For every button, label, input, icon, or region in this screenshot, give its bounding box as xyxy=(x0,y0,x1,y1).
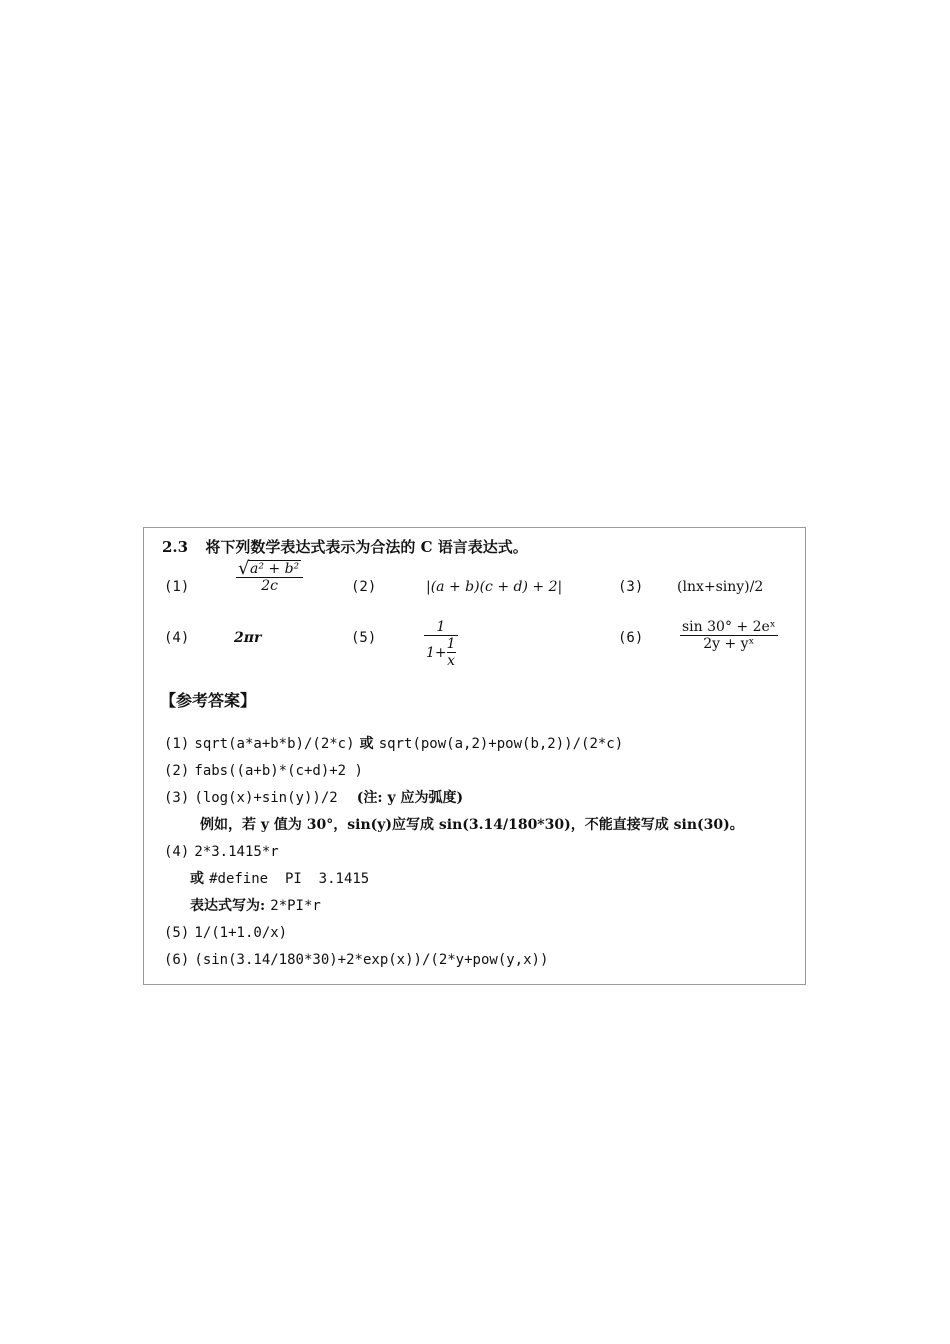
question-number: 2.3 xyxy=(162,538,189,556)
answer-4-label: (4) xyxy=(164,844,190,860)
answer-6-code: (sin(3.14/180*30)+2*exp(x))/(2*y+pow(y,x)) xyxy=(194,952,549,968)
item-2-expression: |(a + b)(c + d) + 2| xyxy=(426,579,563,595)
answer-3-note: (注: y 应为弧度) xyxy=(356,790,464,806)
question-text: 将下列数学表达式表示为合法的 C 语言表达式。 xyxy=(205,538,528,556)
item-5-inner-denominator: x xyxy=(447,653,456,669)
question-title xyxy=(162,536,528,557)
answer-4-alt-expr xyxy=(190,895,321,915)
answer-4-alt-define xyxy=(190,868,369,888)
item-6-label: (6) xyxy=(618,630,644,646)
item-1-expression: √ a² + b² 2c xyxy=(236,561,303,594)
item-5-denominator-lead: 1+ xyxy=(426,644,447,661)
answer-6 xyxy=(164,949,548,968)
item-1-denominator: 2c xyxy=(261,578,278,594)
item-6-denominator: 2y + yˣ xyxy=(703,636,755,652)
answer-1 xyxy=(164,733,623,753)
answer-4-alt-expr-code: 2*PI*r xyxy=(270,898,321,914)
item-6-expression xyxy=(680,619,778,652)
item-6-numerator: sin 30° + 2eˣ xyxy=(682,619,776,635)
answer-4-alt-or: 或 xyxy=(190,871,204,887)
answer-4-alt-expr-label: 表达式写为: xyxy=(190,898,266,914)
answer-4-define-code: #define PI 3.1415 xyxy=(209,871,370,887)
answer-3 xyxy=(164,787,463,807)
answers-heading: 【参考答案】 xyxy=(160,691,257,710)
answer-4-code: 2*3.1415*r xyxy=(194,844,279,860)
answer-1-label: (1) xyxy=(164,736,190,752)
item-5-expression xyxy=(424,619,458,669)
answer-3-label: (3) xyxy=(164,790,190,806)
answer-1-code-alt: sqrt(pow(a,2)+pow(b,2))/(2*c) xyxy=(378,736,624,752)
answer-3-code: (log(x)+sin(y))/2 xyxy=(194,790,338,806)
item-3-label: (3) xyxy=(618,579,644,595)
answer-4 xyxy=(164,841,279,860)
answer-1-or: 或 xyxy=(359,736,374,752)
answer-5-label: (5) xyxy=(164,925,190,941)
answer-5 xyxy=(164,922,287,941)
answer-5-code: 1/(1+1.0/x) xyxy=(194,925,288,941)
exercise-box xyxy=(143,527,806,985)
answer-2-code: fabs((a+b)*(c+d)+2 ) xyxy=(194,763,363,779)
answer-1-code: sqrt(a*a+b*b)/(2*c) xyxy=(194,736,355,752)
item-4-expression: 2πr xyxy=(234,630,262,646)
item-5-inner-numerator: 1 xyxy=(446,636,456,652)
answer-6-label: (6) xyxy=(164,952,190,968)
item-4-label: (4) xyxy=(164,630,190,646)
answer-3-example: 例如，若 y 值为 30°，sin(y)应写成 sin(3.14/180*30)，不能直接写成 sin(30)。 xyxy=(200,817,744,833)
item-1-numerator: a² + b² xyxy=(250,561,300,577)
answer-2-label: (2) xyxy=(164,763,190,779)
item-5-label: (5) xyxy=(351,630,377,646)
item-3-expression: (lnx+siny)/2 xyxy=(677,579,764,595)
item-5-numerator: 1 xyxy=(436,619,446,635)
item-1-label: (1) xyxy=(164,579,190,595)
item-2-label: (2) xyxy=(351,579,377,595)
answer-2 xyxy=(164,760,363,779)
